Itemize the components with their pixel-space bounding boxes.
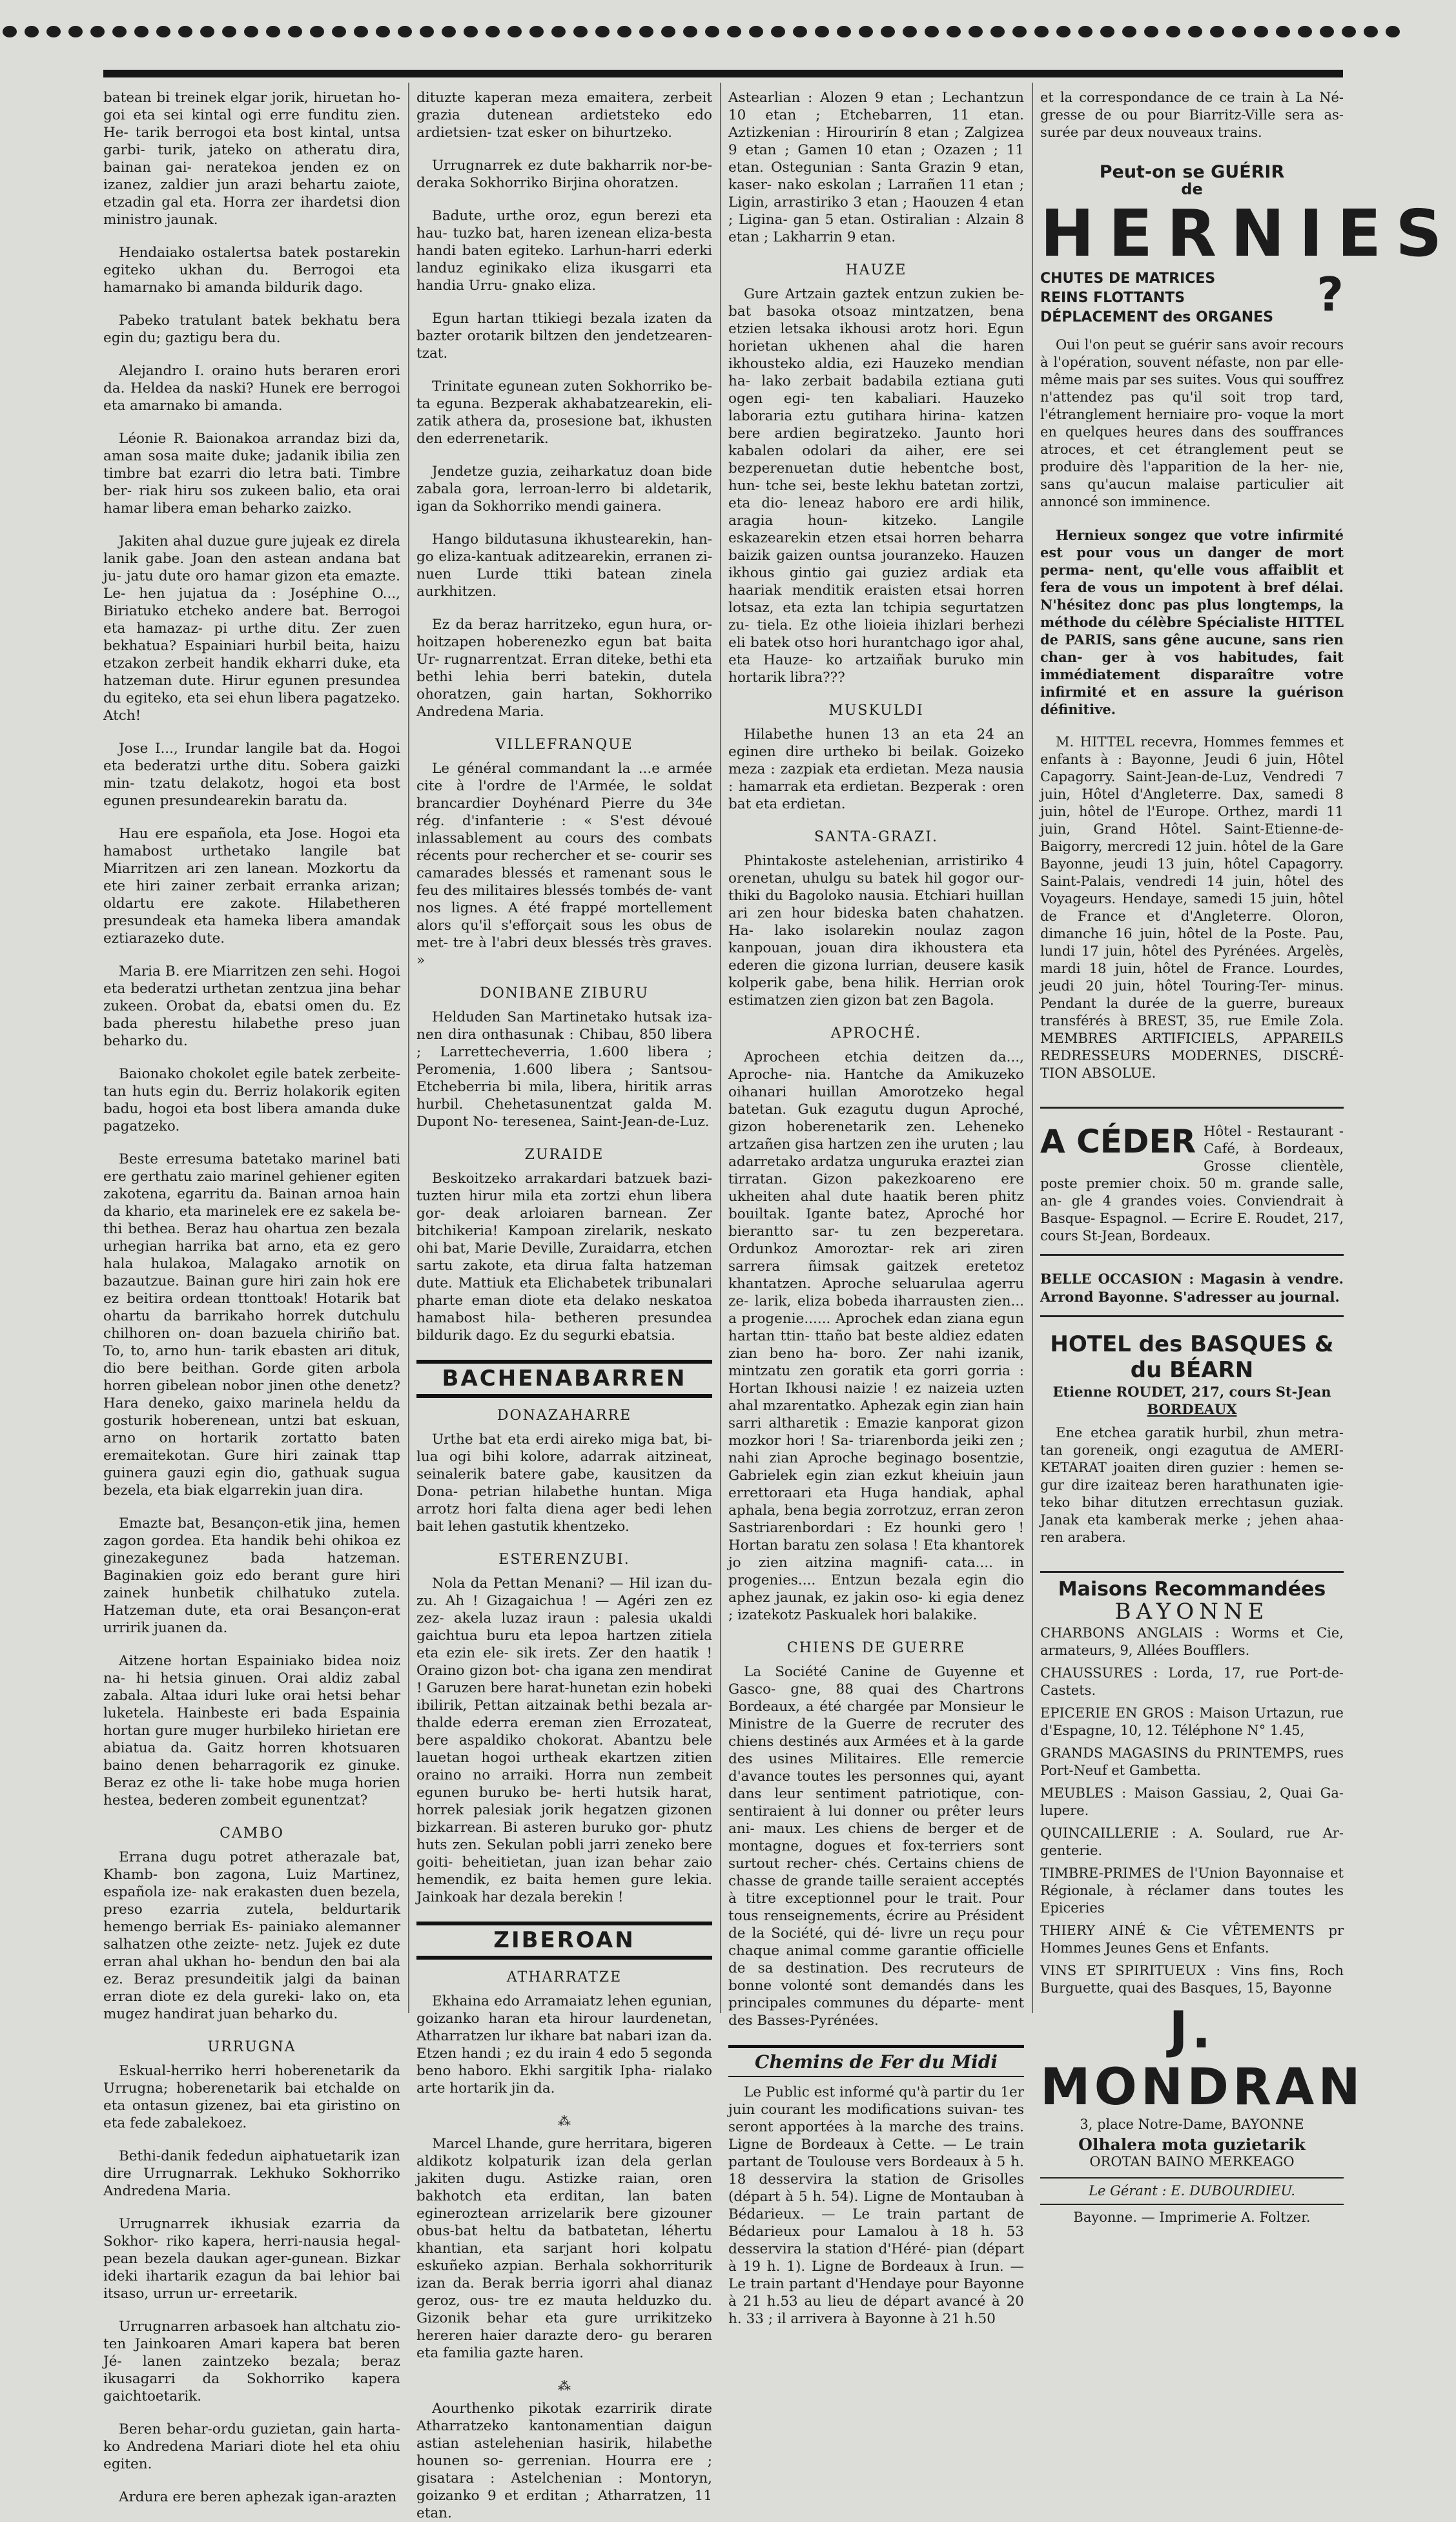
binding-hole <box>1276 26 1290 37</box>
article-paragraph: Le Public est informé qu'à partir du 1er juin courant les modifications suivan- tes seront apportées à la marche des trains. Ligne de Bordeaux à Cette. — Le train partant de Toulouse vers Bordeaux à 5 h. 18 desservira la station de Grisolles (départ à 5 h. 54). Ligne de Montauban à Bédarieux. — Le train partant de Bédarieux pour Lamalou à 18 h. 53 desservira la station d'Héré- pian (départ à 19 h. 1). Ligne de Bordeaux à Irun. — Le train partant d'Hendaye pour Bayonne à 21 h.53 au lieu de départ avancé à 20 h. 33 ; il arrivera à Bayonne à 21 h.50 <box>728 2084 1024 2327</box>
article-paragraph: Nola da Pettan Menani? — Hil izan du- zu. Ah ! Gizagaichua ! — Agéri zen ez zez- akela luzaz iraun : palesia ukaldi gaichtua buru eta lepoa hartzen zitiela eta ezin ele- sik irets. Zer den haatik ! Oraino gizon bot- cha igana zen mendirat ! Garuzen bere harat-hunetan ezin hobeki ibilirik, Pettan aitzainak bethi bezala ar- thalde ederra ereman zien Errozateat, bere aspaldiko chokorat. Abantzu bele lauetan hogoi urtheak ekartzen zitien oraino no arraiki. Horra nun zembeit egunen buruko be- herti hutsik harat, horrek palesiak jorik hegatzen gizonen bizkarrean. Bi asteren buruko gor- phutz huts zen. Sekulan pobli jarri zeneko bere goiti- beheitietan, juan izan behar zaio hemendik, ez baita hemen gure lekia. Jainkoak har dezala berekin ! <box>416 1575 712 1905</box>
article-paragraph: Aprocheen etchia deitzen da..., Aproche- nia. Hantche da Amikuzeko oihanari huillan Amorotzeko hegal batetan. Guk ezagutu dugun Aproché, gizon hoberenetarik zen. Leheneko artzañen gisa hartzen zen ihe uruten ; lau adarretako ardatza unguruka eraztei zian tirratan. Gizon pakezkoareno ere ukheiten ahal dute haatik beren phitz bouiltak. Igante batez, Aproché hor bierantto sar- tu zen bezperetara. Ordunkoz Amoroztar- rek ari ziren sarrera ñimsak gaitzek eretetoz khantatzen. Aproche seluarulaa agerru ze- larik, eliza bobeda iharrausten zien... a progenie...... Aprochek edan ziana egun hartan ttin- ttaño bat beste aldiez edaten zian beno ha- boro. Zer nahi izanik, mintzatu zen goratik eta gorri gorria : Hortan Ikhousi naizie ! ez naizeia uzten ahal mzarentatko. Aphezak egin zian hain sarri altharetik : Emazie kanporat gizon mozkor hori ! Sa- triarenborda jeiki zen ; nahi zian Aproche beginago bosentzie, Gabrielek egin zian ezkut kheiuin jaun errettoraari eta Huga handiak, aphal aphala, bena begia zorrotzuz, erran zeron Sastriarenbordari : Ez hounki gero ! Hortan baratu zen solasa ! Eta khantorek jo zien aitzina magnifi- cata.... in progenies.... Entzun bezala egin dio aphez jaunak, ez jakin oso- ki egia denez ; izatekotz Paskualek hori balakike. <box>728 1049 1024 1623</box>
hotel-address: Etienne ROUDET, 217, cours St-Jean <box>1052 1384 1331 1400</box>
article-paragraph: Pabeko tratulant batek bekhatu bera egin du; gaztigu bera du. <box>103 313 400 346</box>
mondran-address: 3, place Notre-Dame, BAYONNE <box>1080 2117 1304 2132</box>
binding-hole <box>266 26 280 37</box>
a-ceder-advertisement <box>1040 1116 1344 1256</box>
belle-occasion-text: BELLE OCCASION : Magasin à vendre. Arrond Bayonne. S'adresser au journal. <box>1040 1271 1344 1305</box>
binding-hole <box>1144 26 1158 37</box>
maison-entry: TIMBRE-PRIMES de l'Union Bayonnaise et Régionale, à réclamer dans toutes les Epiceries <box>1040 1865 1344 1916</box>
column-divider <box>1032 83 1033 2013</box>
article-paragraph: Aourthenko pikotak ezarririk dirate Atharratzeko kantonamentian daigun astian astelehenian hasirik, hilabethe hounen so- gerrenian. Hourra ere ; gisatara : Astelchenian : Montoryn, goizanko 9 et erditan ; Atharratzen, 11 etan. <box>416 2401 712 2521</box>
binding-hole <box>1342 26 1356 37</box>
binding-hole <box>1122 26 1136 37</box>
article-paragraph: Le général commandant la ...e armée cite à l'ordre de l'Armée, le soldat brancardier Doyhénard Pierre du 34e rég. d'infanterie : « S'est dévoué inlassablement au cours des combats récents pour rechercher et se- courir ses camarades blessés et ramenant sous le feu des militaires blessés tombés de- vant nos lignes. A été frappé mortellement alors qu'il s'efforçait sous les obus de met- tre à l'abri deux blessés très graves. » <box>416 761 712 969</box>
maison-entry: CHARBONS ANGLAIS : Worms et Cie, armateurs, 9, Allées Boufflers. <box>1040 1625 1344 1658</box>
binding-hole <box>486 26 500 37</box>
article-paragraph: Eskual-herriko herri hoberenetarik da Urrugna; hoberenetarik bai etchalde on eta ontasun gizenez, bai eta giristino on eta fede zabalekoez. <box>103 2063 400 2131</box>
article-paragraph: Hilabethe hunen 13 an eta 24 an eginen dire urtheko bi beilak. Goizeko meza : zazpiak eta erdietan. Meza nausia : hamarrak eta erdietan. Bezperak : oren bat eta erdietan. <box>728 726 1024 812</box>
binding-hole <box>595 26 610 37</box>
article-paragraph: Helduden San Martinetako hutsak iza- nen dira onthasunak : Chibau, 850 libera ; Larrettecheverria, 1.600 libera ; Peromenia, 1.600 libera ; Santsou-Etcheberria bi mila, libera, hiritik arras hurbil. Chehetasunentzat galda M. Dupont No- teresenea, Saint-Jean-de-Luz. <box>416 1009 712 1130</box>
article-paragraph: Ez da beraz harritzeko, egun hura, or- hoitzapen hoberenezko egun bat baita Ur- rugnarrentzat. Erran diteke, bethi eta bethi lehia berri batekin, dutela ohoratzen, gain hartan, Sokhorriko Andredena Maria. <box>416 617 712 720</box>
article-paragraph: Alejandro I. oraino huts beraren erori da. Heldea da naski? Hunek ere berrogoi eta amarnako bi amanda. <box>103 363 400 414</box>
region-banner-bachenabarren: BACHENABARREN <box>416 1360 712 1398</box>
imprimerie-line: Bayonne. — Imprimerie A. Foltzer. <box>1040 2204 1344 2226</box>
ad-subline: DÉPLACEMENT des ORGANES <box>1040 309 1274 325</box>
maison-entry: MEUBLES : Maison Gassiau, 2, Quai Ga- lupere. <box>1040 1785 1344 1818</box>
binding-hole <box>1034 26 1049 37</box>
binding-holes <box>0 26 1393 39</box>
binding-hole <box>332 26 346 37</box>
binding-hole <box>442 26 456 37</box>
section-heading-esterenzubi: ESTERENZUBI. <box>498 1552 630 1568</box>
binding-hole <box>903 26 917 37</box>
binding-hole <box>200 26 214 37</box>
section-heading-zuraide: ZURAIDE <box>524 1147 604 1163</box>
binding-hole <box>1012 26 1027 37</box>
hotel-city: BORDEAUX <box>1147 1401 1237 1417</box>
binding-hole <box>1166 26 1180 37</box>
article-paragraph: batean bi treinek elgar jorik, hiruetan ho- goi eta sei kintal ogi erre funditu zien. He- tarik berrogoi eta bost kintal, untsa garbi- turik, jateko on atheratu dira, bainan gai- neratekoa jenden ez on izanez, zaldier jun arazi behartu zaiote, etzadin gal eta. Horra zer ihardetsi dion ministro jaunak. <box>103 90 400 228</box>
binding-hole <box>1298 26 1312 37</box>
binding-hole <box>990 26 1005 37</box>
hotel-title: HOTEL des BASQUES & du BÉARN <box>1050 1331 1334 1383</box>
binding-hole <box>1232 26 1246 37</box>
gerant-line: Le Gérant : E. DUBOURDIEU. <box>1040 2177 1344 2200</box>
binding-hole <box>1100 26 1114 37</box>
column-divider <box>720 83 721 2013</box>
binding-hole <box>749 26 763 37</box>
article-paragraph: Jakiten ahal duzue gure jujeak ez direla lanik gabe. Joan den astean andana bat ju- jatu dute oro hamar gizon eta emazte. Le- hen jujatua da : Joséphine O..., Biriatuko etcheko andere bat. Berrogoi eta hamazaz- pi urthe ditu. Zer zuen bekhatua? Espainiari hurbil beita, haizu etzakon zerbeit handik ekharri duke, eta hatzeman dute. Hirur egunen presundea du egiteko, eta sei ehun libera pagatzeko. Atch! <box>103 533 400 724</box>
column-3 <box>728 89 1024 2327</box>
binding-hole <box>1188 26 1202 37</box>
section-heading-chemins-de-fer: Chemins de Fer du Midi <box>728 2045 1024 2077</box>
column-1 <box>103 89 400 2505</box>
mondran-slogan-2: OROTAN BAINO MERKEAGO <box>1089 2154 1295 2169</box>
binding-hole <box>705 26 719 37</box>
ad-subline: REINS FLOTTANTS <box>1040 290 1185 306</box>
article-paragraph: Astearlian : Alozen 9 etan ; Lechantzun 10 etan ; Etchebarren, 11 etan. Aztizkenian : Hirourirín 8 etan ; Zalgizea 9 etan ; Gamen 10 etan ; Ozazen ; 11 etan. Ostegunian : Santa Grazin 9 etan, kaser- nako eskolan ; Larrañen 11 etan ; Ligin, arrastiriko 3 etan ; Haouzen 4 etan ; Ligina- gan 5 etan. Ostiralian : Alzain 8 etan ; Lakharrin 9 etan. <box>728 90 1024 245</box>
section-heading-hauze: HAUZE <box>845 262 907 278</box>
article-paragraph: Emazte bat, Besançon-etik jina, hemen zagon gordea. Eta handik behi ohikoa ez ginezakegunez bada hatzeman. Baginakien goiz edo berant gure hiri zainek hunbetik chilhatuko zutela. Hatzeman dute, eta orai Besançon-erat urririk juanen da. <box>103 1515 400 1636</box>
binding-hole <box>46 26 61 37</box>
binding-hole <box>398 26 412 37</box>
article-paragraph: Trinitate egunean zuten Sokhorriko be- ta eguna. Bezperak akhabatzearekin, eli- zatik athera da, prosesione bat, ikhusten den ederrenetarik. <box>416 378 712 447</box>
binding-hole <box>244 26 258 37</box>
binding-hole <box>112 26 127 37</box>
binding-hole <box>376 26 390 37</box>
article-paragraph: Phintakoste astelehenian, arristiriko 4 orenetan, uhulgu su batek hil gogor our- thiki du Bagoloko nausia. Etchiari huillan ari zen hour bideska baten chahatzen. Ha- lako isolarekin noulaz zagon kanpouan, jouan dira ikhoustera eta ederen die gizona lurrian, deusere kasik kolperik gabe, bena hilik. Herrian orok estimatzen zien gizon bat zen Bagola. <box>728 853 1024 1009</box>
maisons-heading: Maisons Recommandées <box>1058 1578 1326 1601</box>
article-paragraph: Urthe bat eta erdi aireko miga bat, bi- lua ogi bihi kolore, adarrak aitzineat, seinalerik batere gabe, kausitzen da Dona- petrian hilabethe huntan. Miga arrotz hori falta diena ager bedi lehen bait lehen gastutik khentzeko. <box>416 1431 712 1535</box>
article-paragraph: Jendetze guzia, zeiharkatuz doan bide zabala gora, lerroan-lerro bi aldetarik, igan da Sokhorriko mendi gainera. <box>416 464 712 515</box>
article-paragraph: Aitzene hortan Espainiako bidea noiz na- hi hetsia ginuen. Orai aldiz zabal zabala. Altaa iduri luke orai hetsi behar luketela. Hainbeste eri bada Espainia hortan gure muger hurbileko hirietan ere abiatua da. Gaitz horren khotsuaren baino denen beharragorik ez ginuke. Beraz ez othe li- take hobe muga horien hestea, bederen zombeit egunentzat? <box>103 1653 400 1809</box>
article-paragraph: La Société Canine de Guyenne et Gasco- gne, 88 quai des Chartrons Bordeaux, a été chargée par Monsieur le Ministre de la Guerre de recruter des chiens destinés aux Armées et à la garde des usines Militaires. Elle remercie d'avance toutes les personnes qui, ayant dans leur sentiment patriotique, con- sentiraient à lui donner ou prêter leurs ani- maux. Les chiens de berger et de montagne, dogues et fox-terriers sont surtout recher- chés. Certains chiens de chasse de grande taille seraient acceptés à titre exceptionnel pour le trait. Pour tous renseignements, écrire au Président de la Société, qui dé- livre un reçu pour chaque animal comme garantie officielle de sa destination. Des recruteurs de bonne volonté sont demandés dans les principales communes du départe- ment des Basses-Pyrénées. <box>728 1664 1024 2029</box>
section-heading-donazaharre: DONAZAHARRE <box>497 1408 632 1424</box>
binding-hole <box>969 26 983 37</box>
article-paragraph: Hau ere española, eta Jose. Hogoi eta hamabost urthetako langile bat Miarritzen ari zen lanean. Mozkortu da ete hiri zainer zerbait erranka arizan; oldartu ere zakote. Hilabetheren presundeak eta hameka libera amandak eztiarazeko dute. <box>103 826 400 947</box>
binding-hole <box>354 26 368 37</box>
article-paragraph: Jose I..., Irundar langile bat da. Hogoi eta bederatzi urthe ditu. Sobera gaizki min- tzatu delakotz, hogoi eta bost egunen presundearekin baratu da. <box>103 741 400 809</box>
a-ceder-text: Hôtel - Restaurant - Café, à Bordeaux, Grosse clientèle, poste premier choix. 50 m. grande salle, an- gle 4 grandes voies. Conviendrait à Basque- Espagnol. — Ecrire E. Roudet, 217, cours St-Jean, Bordeaux. <box>1040 1123 1344 1244</box>
hernies-advertisement <box>1040 157 1456 1109</box>
article-paragraph: Urrugnarrek ez dute bakharrik nor-be- deraka Sokhorriko Birjina ohoratzen. <box>416 158 712 191</box>
binding-hole <box>639 26 653 37</box>
question-mark: ? <box>1317 267 1344 322</box>
maison-entry: EPICERIE EN GROS : Maison Urtazun, rue d'Espagne, 10, 12. Téléphone N° 1.45, <box>1040 1705 1344 1738</box>
article-paragraph: Egun hartan ttikiegi bezala izaten da bazter orotarik biltzen den jendetzearen- tzat. <box>416 311 712 362</box>
binding-hole <box>310 26 324 37</box>
binding-hole <box>508 26 522 37</box>
binding-hole <box>793 26 807 37</box>
article-paragraph: Gure Artzain gaztek entzun zukien be- bat basoka otsoaz mintzatzen, bena etzien letsaka ikhousi arotz hori. Egun horietan ukhenen ahal die haren ikhousteko aldia, ezi Hauzeko mendian ha- lako zerbait badabila eztiana guti ogen egi- ten kabaliari. Hauzeko laboraria eztu gutihara hirina- katzen bere ardien begiratzeko. Jaunto hori kabalen odolari da aiher, ere sei bezperenuetan dutie hebentche bost, hun- tche sei, beste lekhu batetan zortzi, eta dio- leneaz haboro ere ardi hilik, aragia houn- kitzeko. Langile eskazearekin etzen etsai horren beharra baizik gaizen ountsa jouranzeko. Hauzen ikhous gintio gai guziez ardiak eta haariak menditik eraisten etsai horren lotsaz, eta ezta lan tchipia segurtatzen zu- tiela. Ez othe lioieia ihizlari berhezi eli batek otso hori hurantchago igor ahal, eta Hauze- ko artzaiñak buruko min hortarik libra??? <box>728 286 1024 686</box>
article-paragraph: dituzte kaperan meza emaitera, zerbeit grazia dutenean ardietsteko edo ardietsien- tzat esker on bihurtzeko. <box>416 90 712 141</box>
binding-hole <box>464 26 478 37</box>
a-ceder-title: A CÉDER <box>1040 1123 1196 1160</box>
binding-hole <box>859 26 873 37</box>
maison-entry: CHAUSSURES : Lorda, 17, rue Port-de- Castets. <box>1040 1665 1344 1698</box>
top-rule <box>103 70 1343 77</box>
article-paragraph: Léonie R. Baionakoa arrandaz bizi da, aman sosa maite duke; jadanik ibilia zen timbre bat ezarri dio letra bati. Timbre ber- riak hiru sos zukeen balio, eta orai hamar libera eman beharko zaizko. <box>103 431 400 517</box>
ad-text: M. HITTEL recevra, Hommes femmes et enfants à : Bayonne, Jeudi 6 juin, Hôtel Capagorry. Saint-Jean-de-Luz, Vendredi 7 juin, Hôtel d'Angleterre. Dax, samedi 8 juin, hôtel de l'Europe. Orthez, mardi 11 juin, Grand Hôtel. Saint-Etienne-de-Baigorry, mercredi 12 juin. hôtel de la Gare Bayonne, jeudi 13 juin, hôtel Capagorry. Saint-Palais, vendredi 14 juin, hôtel des Voyageurs. Hendaye, samedi 15 juin, hôtel de France et d'Angleterre. Oloron, dimanche 16 juin, hôtel de la Poste. Pau, lundi 17 juin, hôtel des Pyrénées. Argelès, mardi 18 juin, hôtel de France. Lourdes, jeudi 20 juin, hôtel Touring-Ter- minus. Pendant la durée de la guerre, bureaux transférés à BREST, 35, rue Emile Zola. MEMBRES ARTIFICIELS, APPAREILS REDRESSEURS MODERNES, DISCRÉ- TION ABSOLUE. <box>1040 734 1344 1081</box>
binding-hole <box>288 26 302 37</box>
article-paragraph: Beskoitzeko arrakardari batzuek bazi- tuzten hirur mila eta zortzi ehun libera gor- deak arloiaren barnean. Zer bitchikeria! Kampoan zirelarik, neskato ohi bat, Marie Deville, Zuraidarra, etchen sartu zakote, eta dirua falta hatzeman dute. Mattiuk eta Elichabetek tribunalari pharte eman diote eta delako neskatoa hamabost hila- betheren presundea bildurik dago. Ez du segurki ebatsia. <box>416 1171 712 1344</box>
asterism-divider: ⁂ <box>558 2113 571 2129</box>
binding-hole <box>1320 26 1334 37</box>
binding-hole <box>156 26 170 37</box>
hotel-basques-advertisement <box>1040 1325 1344 1573</box>
binding-hole <box>881 26 895 37</box>
section-heading-chiens: CHIENS DE GUERRE <box>786 1640 966 1656</box>
article-paragraph: Errana dugu potret atherazale bat, Khamb- bon zagona, Luiz Martinez, española ize- nak erakasten duen bezela, preso ezarria zutela, beldurtarik hemengo berriak Es- painiako alemanner salhatzen othe zeizte- netz. Jujek ez dute erran ahal ukhan ho- bendun den bai ala ez. Beraz presundeitik jalgi da bainan erran diote ez dela gureki- lako on, eta mugez handirat juan beharko du. <box>103 1849 400 2022</box>
binding-hole <box>771 26 785 37</box>
binding-hole <box>617 26 631 37</box>
article-paragraph: Beren behar-ordu guzietan, gain harta- ko Andredena Mariari diote hel eta ohiu egiten. <box>103 2421 400 2472</box>
binding-hole <box>90 26 105 37</box>
section-heading-muskuldi: MUSKULDI <box>828 702 924 719</box>
article-paragraph: Urrugnarren arbasoek han altchatu zio- ten Jainkoaren Amari kapera bat beren Jé- lanen zaintzeko bezala; beraz ikusagarri da Sokhorriko kapera gaichtoetarik. <box>103 2319 400 2404</box>
article-paragraph: Urrugnarrek ikhusiak ezarria da Sokhor- riko kapera, herri-nausia hegal-pean bezela daukan ager-gunean. Bizkar ideki ihartarik ezagun da bai lehior bai itsaso, urrun ur- erreetarik. <box>103 2216 400 2302</box>
mondran-title: J. MONDRAN <box>1040 2002 1364 2117</box>
column-2 <box>416 89 712 2521</box>
article-paragraph: Marcel Lhande, gure herritara, bigeren aldikotz kolpaturik izan dela gerlan jakiten dugu. Astizke raian, oren bakhotch eta erditan, lan baten egineroztean arrizelarik bere gizouner obus-bat heltu da batbatetan, léhertu khantian, eta sarjant hori kolpatu eskuñeko azpian. Berhala sokhorriturik izan da. Berak berria igorri ahal dianaz geroz, ous- tre ez mauta helduzko du. Gizonik behar eta gure urrikitzeko hereren haier darazte dero- gu beraren eta familia gazte haren. <box>416 2136 712 2361</box>
section-heading-villefranque: VILLEFRANQUE <box>495 737 633 753</box>
article-paragraph: et la correspondance de ce train à La Né- gresse de ou pour Biarritz-Ville sera as- surée par deux nouveaux trains. <box>1040 90 1344 140</box>
binding-hole <box>1210 26 1224 37</box>
ad-subline: CHUTES DE MATRICES <box>1040 271 1216 287</box>
section-heading-aproche: APROCHÉ. <box>830 1025 922 1041</box>
binding-hole <box>529 26 544 37</box>
asterism-divider: ⁂ <box>558 2378 571 2394</box>
section-heading-donibane: DONIBANE ZIBURU <box>480 985 649 1001</box>
region-banner-ziberoan: ZIBEROAN <box>416 1922 712 1960</box>
binding-hole <box>420 26 434 37</box>
maison-entry: GRANDS MAGASINS du PRINTEMPS, rues Port-Neuf et Gambetta. <box>1040 1745 1344 1778</box>
article-paragraph: Beste erresuma batetako marinel bati ere gerthatu zaio marinel gehiener egiten zakotena, egarritu da. Bainan arnoa hain da khario, eta marinelek ere ez sakela be- thi bethea. Beraz hau ohartua zen bezala urhegian harrika bat arno, eta ez gero hala hulakoa, Malagako arnotik on bazautzue. Bainan gure hiri zain hok ere ez beitira ordean ttonttoak! Hotarik bat ohartu da barrikaho horrek dutchulu chilhoren on- doan bazuela chiriño bat. To, to, arno hun- tarik ebasten ari dituk, dio bere beithan. Gorde giten arbola horren gibelean nobor jinen othe denetz? Hara deneko, gaixo marinela heldu da gosturik hoberenean, untzi bat eskuan, arno on hortarik zortatto baten eremaitekotan. Gure hiri zainak ttap guinera gauzi egin dio, gathuak sugua bezela, eta biak elgarrekin juan dira. <box>103 1151 400 1499</box>
binding-hole <box>1364 26 1378 37</box>
binding-hole <box>1386 26 1400 37</box>
binding-hole <box>1078 26 1092 37</box>
binding-hole <box>3 26 17 37</box>
column-divider <box>408 83 409 2013</box>
binding-hole <box>134 26 149 37</box>
ad-text: Hernieux songez que votre infirmité est pour vous un danger de mort perma- nent, qu'elle vous affaiblit et fera de vous un impotent à bref délai. N'hésitez donc pas plus longtemps, la méthode du célèbre Spécialiste HITTEL de PARIS, sans gêne aucune, sans rien chan- ger à vos habitudes, fait immédiatement disparaître votre infirmité et en assure la guérison définitive. <box>1040 527 1344 717</box>
article-paragraph: Bethi-danik fededun aiphatuetarik izan dire Urrugnarrak. Lekhuko Sokhorriko Andredena Maria. <box>103 2148 400 2199</box>
ad-big-title: HERNIES <box>1040 196 1456 271</box>
article-paragraph: Baionako chokolet egile batek zerbeite- tan huts egin du. Berriz holakorik egiten badu, hogoi eta bost libera amanda duke pagatzeko. <box>103 1066 400 1134</box>
binding-hole <box>1254 26 1268 37</box>
binding-hole <box>25 26 39 37</box>
maison-entry: QUINCAILLERIE : A. Soulard, rue Ar- genterie. <box>1040 1825 1344 1858</box>
article-paragraph: Ekhaina edo Arramaiatz lehen egunian, goizanko haran eta hirour laurdenetan, Atharratzen lur ikhare bat nabari izan da. Etzen handi ; ez du irain 4 edo 5 segonda beno haboro. Ekhi sargitik Ipha- rialako arte hortarik jin da. <box>416 1993 712 2097</box>
mondran-slogan: Olhalera mota guzietarik <box>1078 2135 1306 2154</box>
article-paragraph: Hango bildutasuna ikhustearekin, han- go eliza-kantuak aditzearekin, erranen zi- nuen Lurde ttiki batean zinela aurkhitzen. <box>416 531 712 600</box>
binding-hole <box>683 26 697 37</box>
article-paragraph: Ardura ere beren aphezak igan-arazten <box>119 2489 397 2505</box>
ad-headline: Peut-on se GUÉRIR <box>1099 162 1285 182</box>
section-heading-atharratze: ATHARRATZE <box>506 1969 622 1985</box>
maison-entry: VINS ET SPIRITUEUX : Vins fins, Roch Burguette, quai des Basques, 15, Bayonne <box>1040 1963 1344 1996</box>
binding-hole <box>815 26 829 37</box>
binding-hole <box>222 26 236 37</box>
binding-hole <box>68 26 83 37</box>
binding-hole <box>947 26 961 37</box>
article-paragraph: Maria B. ere Miarritzen zen sehi. Hogoi eta bederatzi urthetan zentzua jina behar zukeen. Orobat da, ebatsi omen du. Ez bada pherestu hilabethe preso juan beharko du. <box>103 963 400 1049</box>
binding-hole <box>178 26 192 37</box>
column-4 <box>1040 89 1456 2225</box>
section-heading-cambo: CAMBO <box>220 1825 284 1841</box>
ad-headline-de: de <box>1181 180 1203 198</box>
section-heading-urrugna: URRUGNA <box>207 2039 296 2055</box>
belle-occasion-advertisement <box>1040 1264 1344 1317</box>
ad-text: Oui l'on peut se guérir sans avoir recours à l'opération, souvent néfaste, non par elle- même mais par ses suites. Vous qui souffrez n'attendez pas qu'il soit trop tard, l'étranglement herniaire pro- voque la mort en quelques heures dans des souffrances atroces, et cet étranglement peut se produire dès l'apparition de la her- nie, sans qu'aucun malaise particulier ait annoncé son imminence. <box>1040 337 1344 509</box>
bayonne-heading: BAYONNE <box>1114 1599 1269 1625</box>
binding-hole <box>661 26 675 37</box>
article-paragraph: Badute, urthe oroz, egun berezi eta hau- tuzko bat, haren izenean eliza-besta handi baten egiteko. Larhun-harri ederki landuz eginikako eliza ikusgarri eta handia Urru- gnako eliza. <box>416 208 712 294</box>
hotel-text: Ene etchea garatik hurbil, zhun metra- tan goreneik, ongi ezagutua de AMERI- KETARAT joaiten diren guzier : hemen se- gur dire izaiteaz beren harathunaten igie- teko bihar ditutzen errechtasun guziak. Janak eta kamberak merke ; jehen ahaa- ren arabera. <box>1040 1425 1344 1545</box>
binding-hole <box>1056 26 1071 37</box>
binding-hole <box>727 26 741 37</box>
section-heading-santa-grazi: SANTA-GRAZI. <box>814 829 938 845</box>
binding-hole <box>925 26 939 37</box>
binding-hole <box>837 26 851 37</box>
binding-hole <box>551 26 566 37</box>
maison-entry: THIERY AINÉ & Cie VÊTEMENTS pr Hommes Jeunes Gens et Enfants. <box>1040 1923 1344 1956</box>
binding-hole <box>573 26 588 37</box>
article-paragraph: Hendaiako ostalertsa batek postarekin egiteko ukhan du. Berrogoi eta hamarnako bi amanda bildurik dago. <box>103 245 400 296</box>
